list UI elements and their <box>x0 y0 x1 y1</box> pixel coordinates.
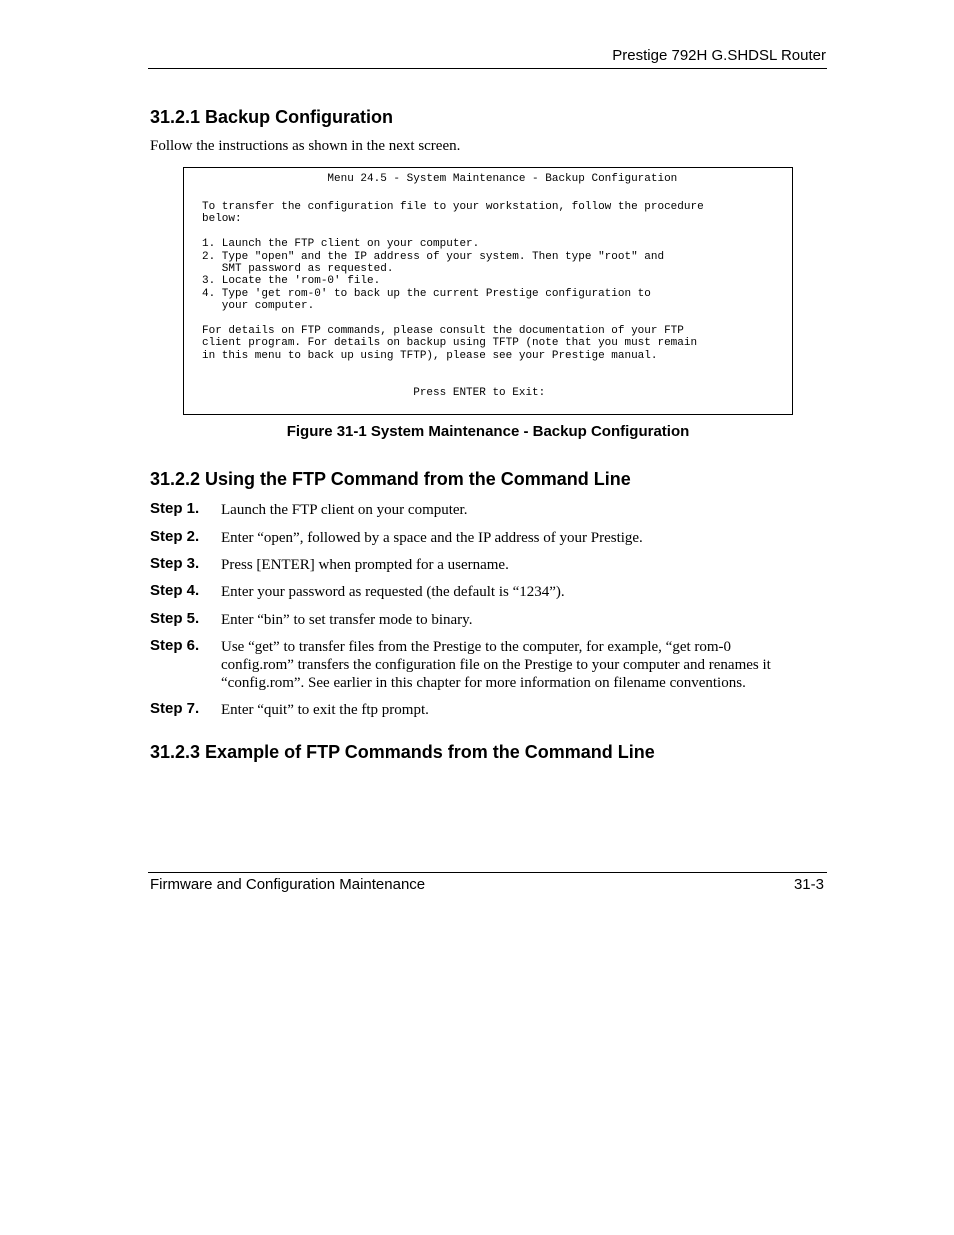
terminal-screen <box>183 167 793 415</box>
screen-line: Press ENTER to Exit: <box>202 387 546 399</box>
step-text: Enter “bin” to set transfer mode to binary. <box>221 612 473 628</box>
step-label: Step 2. <box>150 528 200 545</box>
step-text: Enter “open”, followed by a space and the IP address of your Prestige. <box>221 530 643 546</box>
step-label: Step 3. <box>150 555 200 572</box>
step-label: Step 5. <box>150 610 200 627</box>
page-header <box>148 47 827 69</box>
figure-caption: Figure 31-1 System Maintenance - Backup Configuration <box>286 423 690 440</box>
screen-line: SMT password as requested. <box>202 263 394 275</box>
screen-line: 4. Type 'get rom-0' to back up the current Prestige configuration to <box>202 288 651 300</box>
footer-chapter: Firmware and Configuration Maintenance <box>150 876 426 893</box>
screen-line: 3. Locate the 'rom-0' file. <box>202 275 381 287</box>
step-text: Enter “quit” to exit the ftp prompt. <box>221 702 429 718</box>
screen-line: 2. Type "open" and the IP address of your system. Then type "root" and <box>202 251 665 263</box>
step-text: Use “get” to transfer files from the Prestige to the computer, for example, “get rom-0 config.rom” transfers the configuration file on the Prestige to your computer and renames it “config.rom”. See earlier in this chapter for more information on filename conventions. <box>221 639 771 691</box>
screen-line: 1. Launch the FTP client on your computer. <box>202 238 480 250</box>
step-text: Launch the FTP client on your computer. <box>221 502 468 518</box>
step-label: Step 7. <box>150 700 200 717</box>
header-title: Prestige 792H G.SHDSL Router <box>612 47 826 64</box>
section-heading-ftp-example: 31.2.3 Example of FTP Commands from the Command Line <box>150 742 655 762</box>
intro-text: Follow the instructions as shown in the next screen. <box>150 138 461 154</box>
section-heading-ftp-command: 31.2.2 Using the FTP Command from the Command Line <box>150 469 631 489</box>
step-text: Enter your password as requested (the default is “1234”). <box>221 584 565 600</box>
step-label: Step 4. <box>150 582 200 599</box>
step-label: Step 6. <box>150 637 200 654</box>
screen-line: To transfer the configuration file to your workstation, follow the procedure <box>202 201 704 213</box>
screen-line: For details on FTP commands, please consult the documentation of your FTP <box>202 325 684 337</box>
step-label: Step 1. <box>150 500 200 517</box>
page-number: 31-3 <box>793 876 824 893</box>
page-footer <box>148 872 827 895</box>
screen-line: in this menu to back up using TFTP), please see your Prestige manual. <box>202 350 658 362</box>
screen-line: Menu 24.5 - System Maintenance - Backup Configuration <box>202 173 678 185</box>
section-heading-backup: 31.2.1 Backup Configuration <box>150 107 394 127</box>
screen-line: client program. For details on backup using TFTP (note that you must remain <box>202 337 698 349</box>
step-text: Press [ENTER] when prompted for a username. <box>221 557 509 573</box>
screen-line: your computer. <box>202 300 315 312</box>
screen-line: below: <box>202 213 242 225</box>
